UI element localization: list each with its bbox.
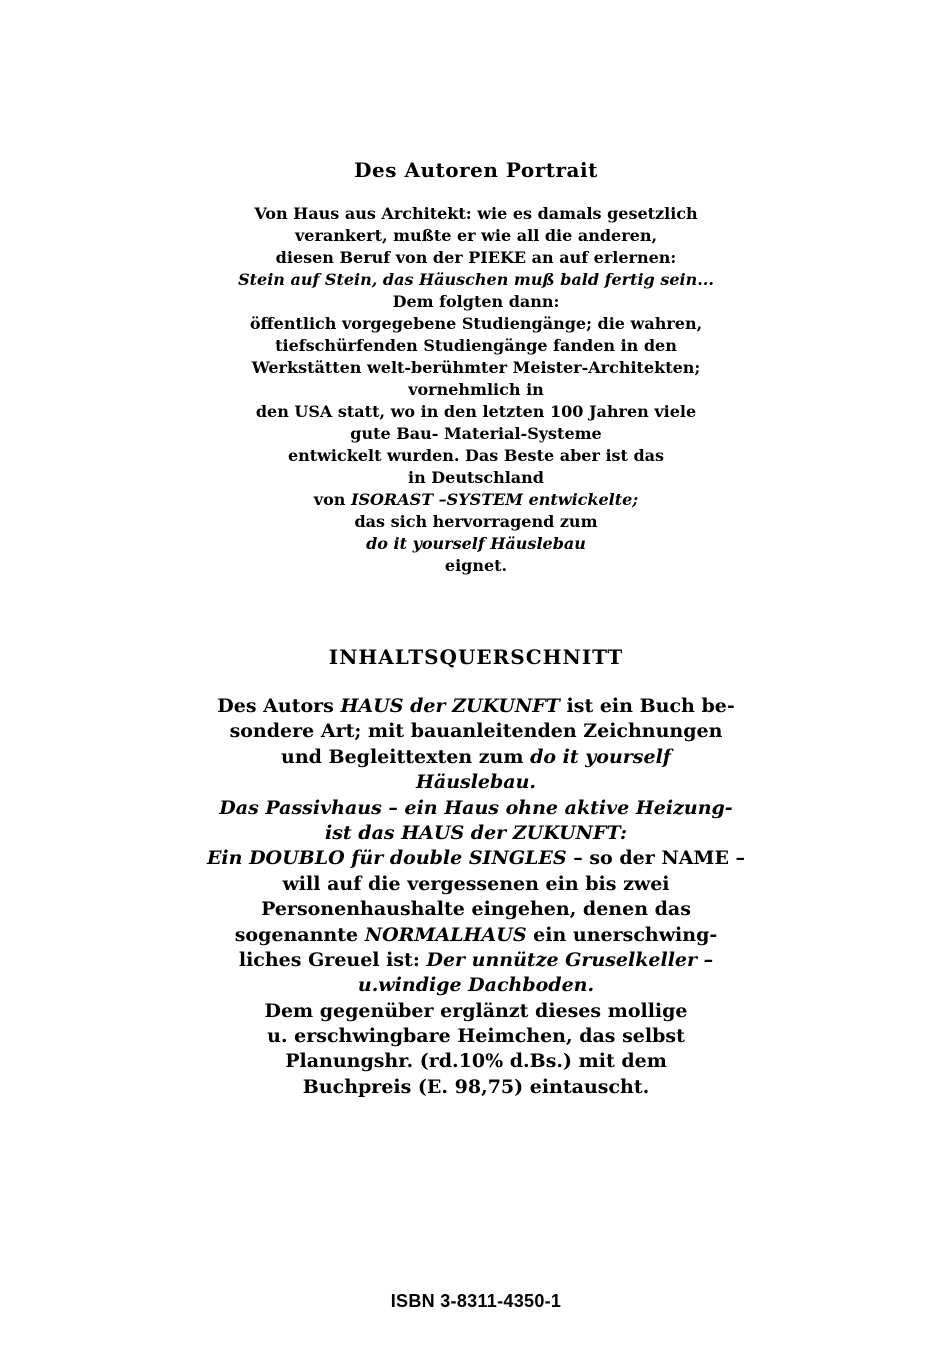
text-line bbox=[0, 489, 952, 511]
text-line: u. erschwingbare Heimchen, das selbst bbox=[267, 1025, 685, 1048]
italic-segment: Ein DOUBLO für double SINGLES bbox=[206, 847, 567, 870]
text-line: Stein auf Stein, das Häuschen muß bald fertig sein... bbox=[238, 270, 714, 289]
text-line: verankert, mußte er wie all die anderen, bbox=[294, 226, 658, 245]
text-line: in Deutschland bbox=[407, 468, 544, 487]
text-line: gute Bau- Material-Systeme bbox=[350, 424, 602, 443]
text-line: diesen Beruf von der PIEKE an auf erlernen: bbox=[275, 248, 677, 267]
text-line: Werkstätten welt-berühmter Meister-Architekten; bbox=[251, 358, 701, 377]
inhalt-heading: INHALTSQUERSCHNITT bbox=[328, 645, 624, 669]
italic-segment: NORMALHAUS bbox=[364, 923, 527, 946]
text-segment: – so der NAME – bbox=[566, 847, 746, 870]
italic-segment: do it yourself bbox=[530, 745, 671, 768]
text-segment: liches Greuel ist: bbox=[238, 948, 427, 971]
text-line: entwickelt wurden. Das Beste aber ist das bbox=[287, 446, 665, 465]
text-segment: und Begleittexten zum bbox=[281, 745, 531, 768]
portrait-heading: Des Autoren Portrait bbox=[354, 158, 598, 182]
text-line: Häuslebau. bbox=[415, 771, 537, 794]
text-line: vornehmlich in bbox=[408, 380, 544, 399]
text-line: Dem gegenüber erglänzt dieses mollige bbox=[264, 999, 688, 1022]
text-segment: sogenannte bbox=[234, 923, 365, 946]
text-line: Von Haus aus Architekt: wie es damals gesetzlich bbox=[254, 204, 698, 223]
text-line bbox=[0, 948, 952, 973]
text-line: u.windige Dachboden. bbox=[357, 974, 595, 997]
text-line: sondere Art; mit bauanleitenden Zeichnungen bbox=[229, 720, 723, 743]
text-line: Planungshr. (rd.10% d.Bs.) mit dem bbox=[285, 1050, 667, 1073]
inhalt-paragraph bbox=[0, 694, 952, 1100]
text-line: Buchpreis (E. 98,75) eintauscht. bbox=[302, 1075, 650, 1098]
text-line bbox=[0, 846, 952, 871]
text-line: will auf die vergessenen ein bis zwei bbox=[282, 872, 670, 895]
text-segment: Des Autors bbox=[217, 695, 341, 717]
portrait-paragraph bbox=[0, 203, 952, 577]
italic-segment: ISORAST –SYSTEM entwickelte; bbox=[350, 490, 639, 509]
text-line bbox=[0, 694, 952, 719]
text-line: Dem folgten dann: bbox=[392, 292, 560, 311]
text-line: Das Passivhaus – ein Haus ohne aktive Heizung- bbox=[219, 796, 733, 819]
text-segment: von bbox=[313, 490, 351, 509]
text-line: das sich hervorragend zum bbox=[354, 512, 598, 531]
text-line: do it yourself Häuslebau bbox=[366, 534, 586, 553]
italic-segment: Der unnütze Gruselkeller – bbox=[426, 948, 714, 971]
text-line: öffentlich vorgegebene Studiengänge; die wahren, bbox=[249, 314, 703, 333]
text-segment: ein unerschwing- bbox=[526, 923, 718, 946]
text-line: tiefschürfenden Studiengänge fanden in den bbox=[275, 336, 677, 355]
text-line: ist das HAUS der ZUKUNFT: bbox=[325, 821, 627, 844]
text-line: eignet. bbox=[444, 556, 508, 575]
text-line: Personenhaushalte eingehen, denen das bbox=[261, 898, 691, 921]
text-line: den USA statt, wo in den letzten 100 Jahren viele bbox=[255, 402, 697, 421]
text-line bbox=[0, 745, 952, 770]
isbn-number: ISBN 3-8311-4350-1 bbox=[390, 1291, 562, 1311]
text-segment: ist ein Buch be- bbox=[559, 695, 735, 717]
text-line bbox=[0, 923, 952, 948]
italic-segment: HAUS der ZUKUNFT bbox=[340, 695, 560, 717]
